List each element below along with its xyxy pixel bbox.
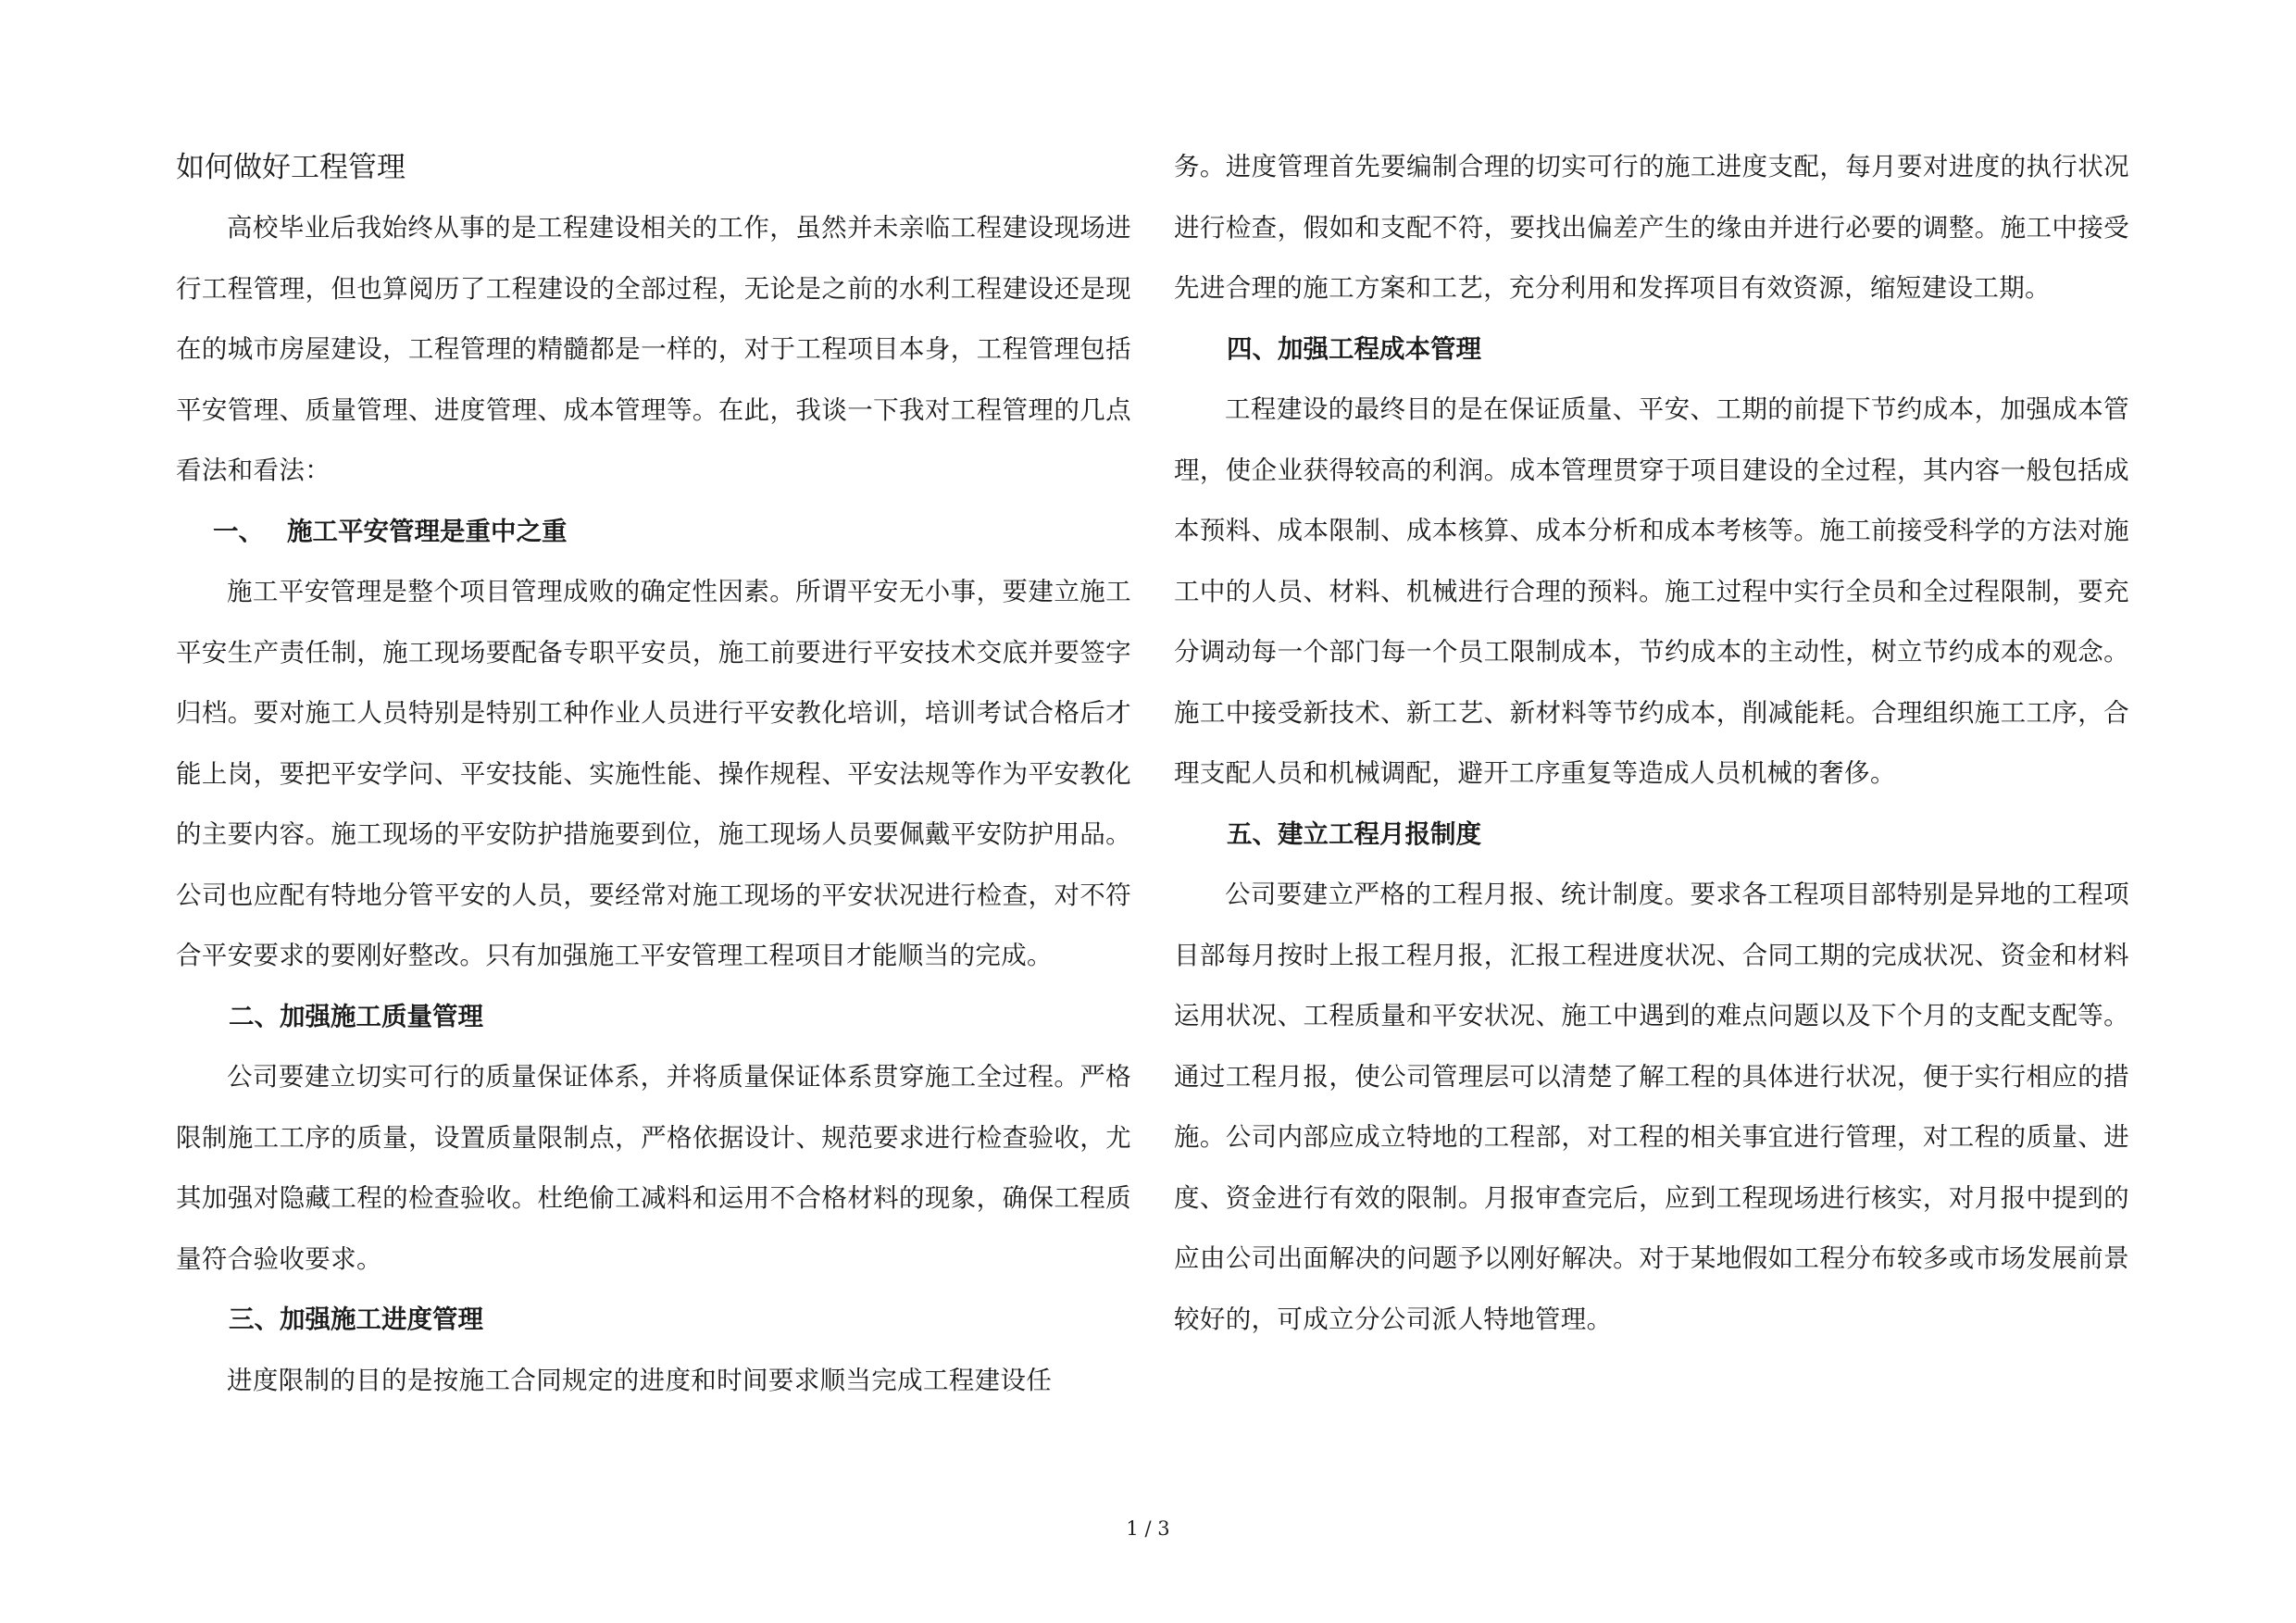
section-5-heading: 五、建立工程月报制度 [1227,818,1481,849]
section-4-heading: 四、加强工程成本管理 [1227,333,1481,364]
section-1-number: 一、 [213,516,264,546]
section-3-heading: 三、加强施工进度管理 [229,1305,483,1334]
intro-paragraph: 高校毕业后我始终从事的是工程建设相关的工作，虽然并未亲临工程建设现场进行工程管理，但也算阅历了工程建设的全部过程，无论是之前的水利工程建设还是现在的城市房屋建设，工程管理的精髓都是一样的，对于工程项目本身，工程管理包括平安管理、质量管理、进度管理、成本管理等。在此，我谈一下我对工程管理的几点看法和看法： [176,213,1131,485]
section-1-body: 施工平安管理是整个项目管理成败的确定性因素。所谓平安无小事，要建立施工平安生产责任制，施工现场要配备专职平安员，施工前要进行平安技术交底并要签字归档。要对施工人员特别是特别工种作业人员进行平安教化培训，培训考试合格后才能上岗，要把平安学问、平安技能、实施性能、操作规程、平安法规等作为平安教化的主要内容。施工现场的平安防护措施要到位，施工现场人员要佩戴平安防护用品。公司也应配有特地分管平安的人员，要经常对施工现场的平安状况进行检查，对不符合平安要求的要刚好整改。只有加强施工平安管理工程项目才能顺当的完成。 [176,577,1131,970]
section-3-body-start: 进度限制的目的是按施工合同规定的进度和时间要求顺当完成工程建设任 [227,1365,1053,1395]
left-column [176,137,1131,1411]
section-3-body-continued: 务。进度管理首先要编制合理的切实可行的施工进度支配，每月要对进度的执行状况进行检查，假如和支配不符，要找出偏差产生的缘由并进行必要的调整。施工中接受先进合理的施工方案和工艺，充分利用和发挥项目有效资源，缩短建设工期。 [1174,152,2129,303]
section-1-heading [176,502,1131,563]
section-5-body: 公司要建立严格的工程月报、统计制度。要求各工程项目部特别是异地的工程项目部每月按时上报工程月报，汇报工程进度状况、合同工期的完成状况、资金和材料运用状况、工程质量和平安状况、施工中遇到的难点问题以及下个月的支配支配等。通过工程月报，使公司管理层可以清楚了解工程的具体进行状况，便于实行相应的措施。公司内部应成立特地的工程部，对工程的相关事宜进行管理，对工程的质量、进度、资金进行有效的限制。月报审查完后，应到工程现场进行核实，对月报中提到的应由公司出面解决的问题予以刚好解决。对于某地假如工程分布较多或市场发展前景较好的，可成立分公司派人特地管理。 [1174,880,2129,1334]
right-column [1174,137,2129,1350]
page-number: 1 / 3 [1126,1517,1170,1540]
section-1-title: 施工平安管理是重中之重 [287,516,568,546]
section-2-body: 公司要建立切实可行的质量保证体系，并将质量保证体系贯穿施工全过程。严格限制施工工序的质量，设置质量限制点，严格依据设计、规范要求进行检查验收，尤其加强对隐藏工程的检查验收。杜绝偷工减料和运用不合格材料的现象，确保工程质量符合验收要求。 [176,1062,1131,1274]
section-2-heading: 二、加强施工质量管理 [229,1001,483,1031]
section-4-body: 工程建设的最终目的是在保证质量、平安、工期的前提下节约成本，加强成本管理，使企业获得较高的利润。成本管理贯穿于项目建设的全过程，其内容一般包括成本预料、成本限制、成本核算、成本分析和成本考核等。施工前接受科学的方法对施工中的人员、材料、机械进行合理的预料。施工过程中实行全员和全过程限制，要充分调动每一个部门每一个员工限制成本，节约成本的主动性，树立节约成本的观念。施工中接受新技术、新工艺、新材料等节约成本，削减能耗。合理组织施工工序，合理支配人员和机械调配，避开工序重复等造成人员机械的奢侈。 [1174,394,2129,788]
document-title: 如何做好工程管理 [176,151,406,184]
